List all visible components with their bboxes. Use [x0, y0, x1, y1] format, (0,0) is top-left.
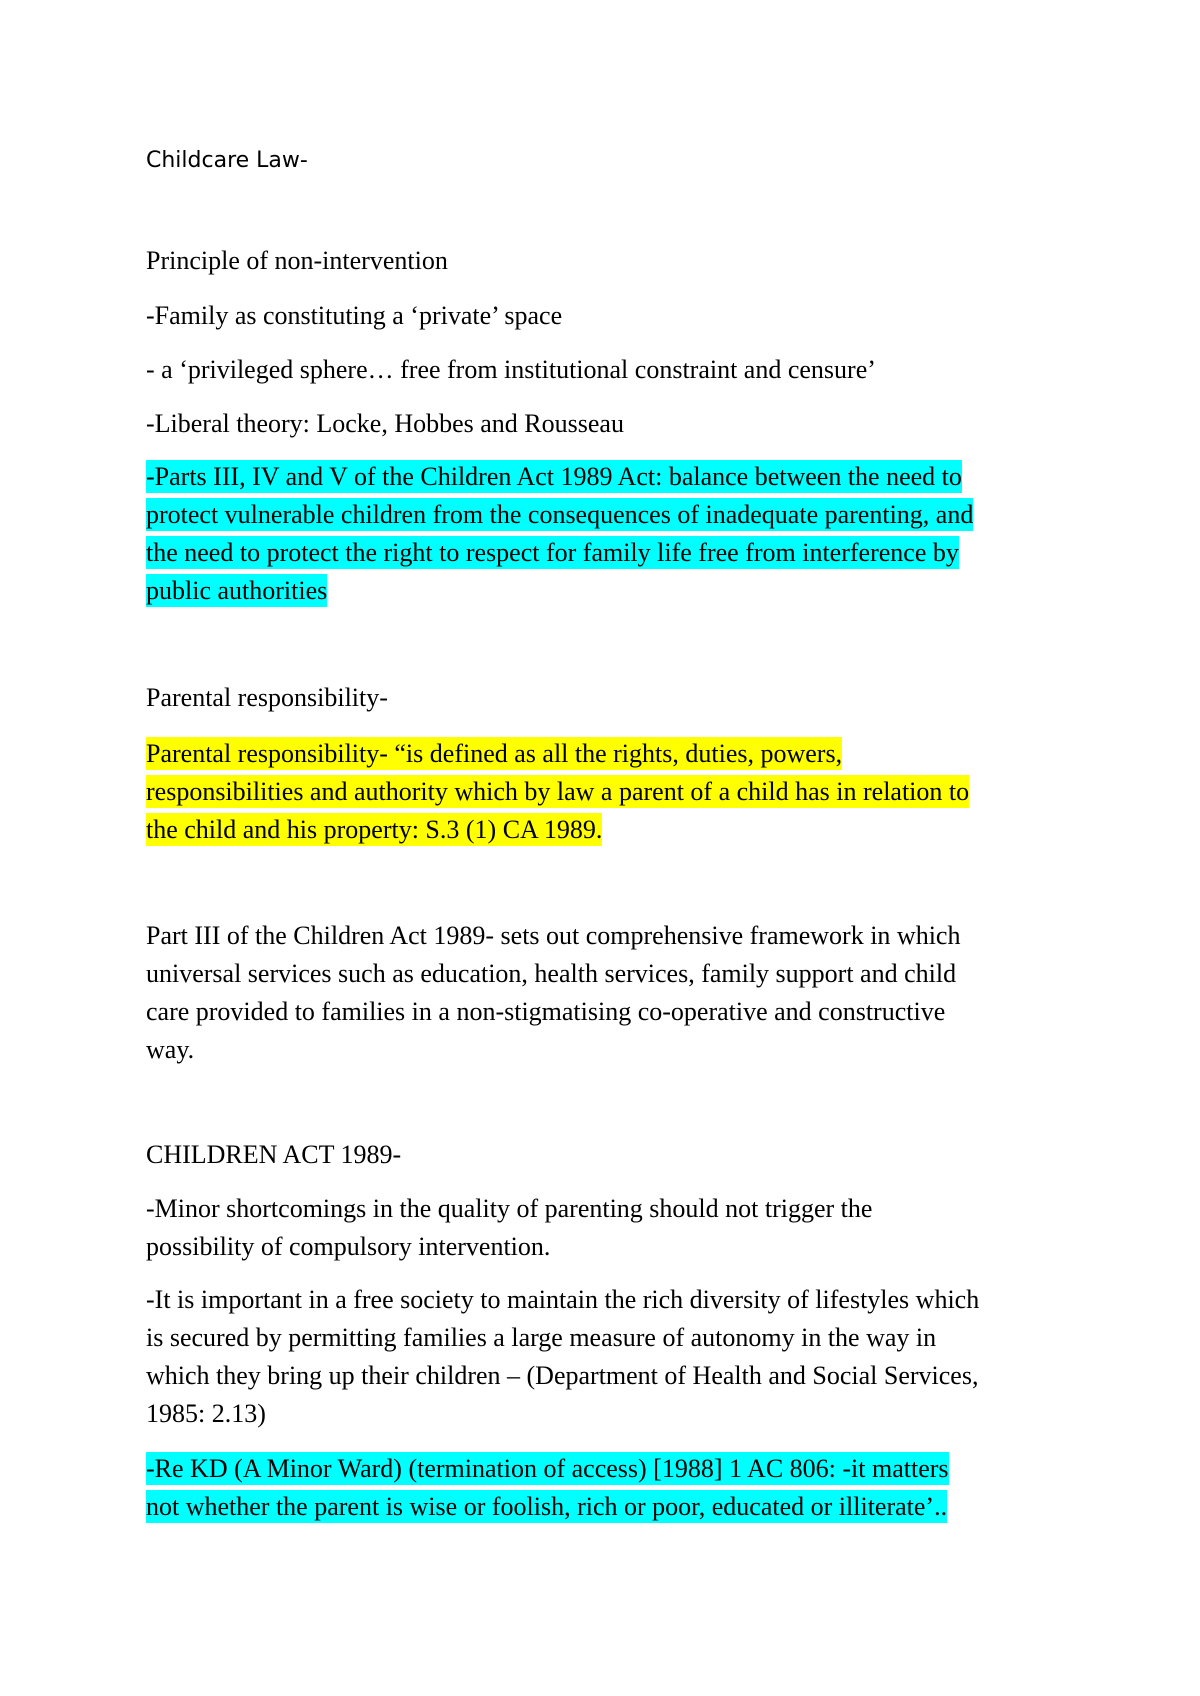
- minor-shortcomings-line: -Minor shortcomings in the quality of parenting should not trigger the: [146, 1194, 873, 1223]
- free-society-line: 1985: 2.13): [146, 1399, 266, 1428]
- cyan-highlight: the need to protect the right to respect for family life free from interference by: [146, 538, 959, 567]
- section-heading-non-intervention: Principle of non-intervention: [146, 246, 448, 275]
- yellow-highlight: the child and his property: S.3 (1) CA 1989.: [146, 815, 603, 844]
- highlighted-line: [146, 496, 973, 533]
- bullet-privileged-sphere: - a ‘privileged sphere… free from institutional constraint and censure’: [146, 355, 876, 384]
- section-heading-children-act: CHILDREN ACT 1989-: [146, 1140, 402, 1169]
- part-iii-paragraph-line: care provided to families in a non-stigmatising co-operative and constructive: [146, 997, 946, 1026]
- cyan-highlight: not whether the parent is wise or foolish, rich or poor, educated or illiterate’..: [146, 1492, 948, 1521]
- part-iii-paragraph-line: Part III of the Children Act 1989- sets out comprehensive framework in which: [146, 921, 961, 950]
- part-iii-paragraph-line: way.: [146, 1035, 195, 1064]
- highlighted-line: [146, 773, 969, 810]
- bullet-liberal-theory: -Liberal theory: Locke, Hobbes and Rousseau: [146, 409, 624, 438]
- cyan-highlight: -Re KD (A Minor Ward) (termination of access) [1988] 1 AC 806: -it matters: [146, 1454, 949, 1483]
- highlighted-line: [146, 1450, 949, 1487]
- highlighted-line: [146, 534, 959, 571]
- yellow-highlight: responsibilities and authority which by law a parent of a child has in relation to: [146, 777, 970, 806]
- highlighted-line: [146, 811, 602, 848]
- yellow-highlight: Parental responsibility- “is defined as all the rights, duties, powers,: [146, 739, 843, 768]
- highlighted-line: [146, 1488, 947, 1525]
- free-society-line: which they bring up their children – (Department of Health and Social Services,: [146, 1361, 979, 1390]
- document-title: Childcare Law-: [146, 148, 308, 173]
- section-heading-parental-responsibility: Parental responsibility-: [146, 683, 388, 712]
- cyan-highlight: public authorities: [146, 576, 328, 605]
- cyan-highlight: protect vulnerable children from the consequences of inadequate parenting, and: [146, 500, 974, 529]
- minor-shortcomings-line: possibility of compulsory intervention.: [146, 1232, 551, 1261]
- cyan-highlight: -Parts III, IV and V of the Children Act 1989 Act: balance between the need to: [146, 462, 962, 491]
- part-iii-paragraph-line: universal services such as education, health services, family support and child: [146, 959, 957, 988]
- highlighted-line: [146, 735, 842, 772]
- bullet-private-space: -Family as constituting a ‘private’ space: [146, 301, 563, 330]
- highlighted-line: [146, 572, 327, 609]
- free-society-line: -It is important in a free society to maintain the rich diversity of lifestyles which: [146, 1285, 980, 1314]
- highlighted-line: [146, 458, 962, 495]
- free-society-line: is secured by permitting families a large measure of autonomy in the way in: [146, 1323, 937, 1352]
